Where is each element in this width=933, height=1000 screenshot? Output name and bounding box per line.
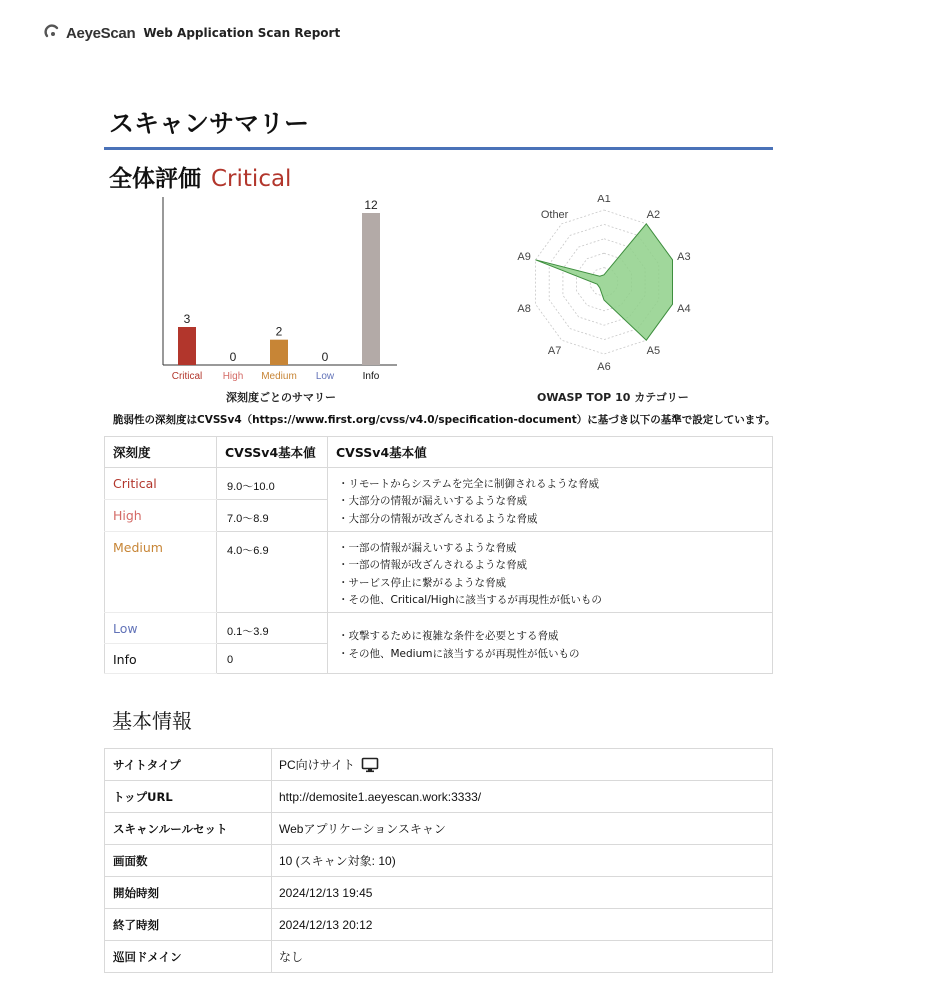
report-header: [44, 22, 340, 44]
severity-medium: Medium: [105, 532, 217, 613]
severity-bar-chart: [150, 195, 410, 387]
top-url-value: http://demosite1.aeyescan.work:3333/: [272, 781, 773, 813]
score-critical: 9.0〜10.0: [217, 468, 328, 500]
page-title: スキャンサマリー: [109, 109, 310, 138]
radar-series-area: [536, 224, 673, 340]
category-label: Medium: [261, 371, 297, 382]
owasp-chart-caption: OWASP TOP 10 カテゴリー: [537, 391, 689, 404]
category-label: Critical: [171, 371, 203, 382]
description-line: ・一部の情報が改ざんされるような脅威: [338, 559, 527, 571]
score-high: 7.0〜8.9: [217, 500, 328, 532]
info-key: サイトタイプ: [105, 749, 272, 781]
column-header: 深刻度: [105, 437, 217, 468]
info-key: 画面数: [105, 845, 272, 877]
data-label: 12: [364, 198, 378, 212]
category-label: Info: [362, 371, 380, 382]
info-key: 開始時刻: [105, 877, 272, 909]
score-info: 0: [217, 644, 328, 674]
info-value: [272, 749, 773, 781]
bar-medium: [270, 340, 288, 365]
ruleset-value: Webアプリケーションスキャン: [272, 813, 773, 845]
info-key: 終了時刻: [105, 909, 272, 941]
site-type-value: PC向けサイト: [279, 757, 355, 772]
owasp-radar-chart: [515, 195, 695, 370]
radar-axis-label: A6: [597, 361, 611, 370]
severity-low: Low: [105, 613, 217, 644]
table-row: [105, 813, 773, 845]
radar-axis-label: A8: [517, 303, 531, 315]
table-row: [105, 877, 773, 909]
table-row: [105, 532, 773, 613]
table-row: [105, 781, 773, 813]
start-time-value: 2024/12/13 19:45: [272, 877, 773, 909]
radar-axis-label: A1: [597, 195, 611, 205]
severity-info: Info: [105, 644, 217, 674]
severity-chart-caption: 深刻度ごとのサマリー: [226, 391, 336, 404]
column-header: CVSSv4基本値: [328, 437, 773, 468]
screen-count-value: 10 (スキャン対象: 10): [272, 845, 773, 877]
description-line: ・サービス停止に繋がるような脅威: [338, 576, 506, 589]
info-key: トップURL: [105, 781, 272, 813]
description-line: ・一部の情報が漏えいするような脅威: [338, 541, 517, 554]
severity-description: [328, 613, 773, 674]
data-label: 3: [183, 312, 191, 326]
data-label: 2: [275, 324, 283, 339]
radar-axis-label: A9: [517, 251, 531, 263]
table-row: [105, 845, 773, 877]
radar-axis-label: A2: [646, 209, 661, 221]
severity-criteria-table: [104, 436, 773, 674]
info-key: 巡回ドメイン: [105, 941, 272, 973]
desktop-monitor-icon: [361, 757, 379, 773]
score-low: 0.1〜3.9: [217, 613, 328, 644]
title-divider: [104, 147, 773, 150]
radar-axis-label: A4: [677, 303, 691, 315]
report-title: Web Application Scan Report: [143, 26, 341, 40]
table-row: [105, 613, 773, 644]
table-row: [105, 468, 773, 500]
description-line: ・攻撃するために複雑な条件を必要とする脅威: [338, 630, 559, 642]
severity-critical: Critical: [105, 468, 217, 500]
radar-axis-label: A3: [677, 251, 691, 263]
bar-critical: [178, 327, 196, 365]
table-header-row: [105, 437, 773, 468]
info-key: スキャンルールセット: [105, 813, 272, 845]
severity-high: High: [105, 500, 217, 532]
severity-description: [328, 532, 773, 613]
basic-info-table: [104, 748, 773, 973]
radar-axis-label: A7: [547, 345, 562, 357]
category-label: Low: [315, 371, 335, 382]
score-medium: 4.0〜6.9: [217, 532, 328, 613]
overall-rating: [109, 160, 291, 193]
crawl-domain-value: なし: [272, 941, 773, 973]
severity-description: [328, 468, 773, 532]
table-row: [105, 941, 773, 973]
description-line: ・その他、Critical/Highに該当するが再現性が低いもの: [338, 594, 602, 606]
aeyescan-logo-icon: [44, 24, 62, 42]
brand-name: AeyeScan: [66, 24, 136, 42]
description-line: ・大部分の情報が改ざんされるような脅威: [338, 512, 538, 525]
category-label: High: [222, 371, 244, 382]
overall-rating-value: Critical: [211, 166, 292, 192]
basic-info-heading: 基本情報: [112, 709, 192, 733]
end-time-value: 2024/12/13 20:12: [272, 909, 773, 941]
column-header: CVSSv4基本値: [217, 437, 328, 468]
description-line: ・その他、Mediumに該当するが再現性が低いもの: [338, 647, 580, 660]
description-line: ・リモートからシステムを完全に制御されるような脅威: [338, 477, 600, 490]
radar-axis-label: A5: [646, 345, 661, 357]
bar-info: [362, 213, 380, 365]
data-label: 0: [229, 350, 237, 364]
description-line: ・大部分の情報が漏えいするような脅威: [338, 495, 527, 508]
cvss-note: 脆弱性の深刻度はCVSSv4（https://www.first.org/cvss/v4.0/specification-document）に基づき以下の基準で設定しています。: [113, 414, 776, 426]
overall-rating-label: 全体評価: [109, 166, 201, 192]
table-row: [105, 909, 773, 941]
table-row: [105, 749, 773, 781]
radar-axis-label: Other: [540, 209, 569, 221]
data-label: 0: [321, 350, 329, 364]
